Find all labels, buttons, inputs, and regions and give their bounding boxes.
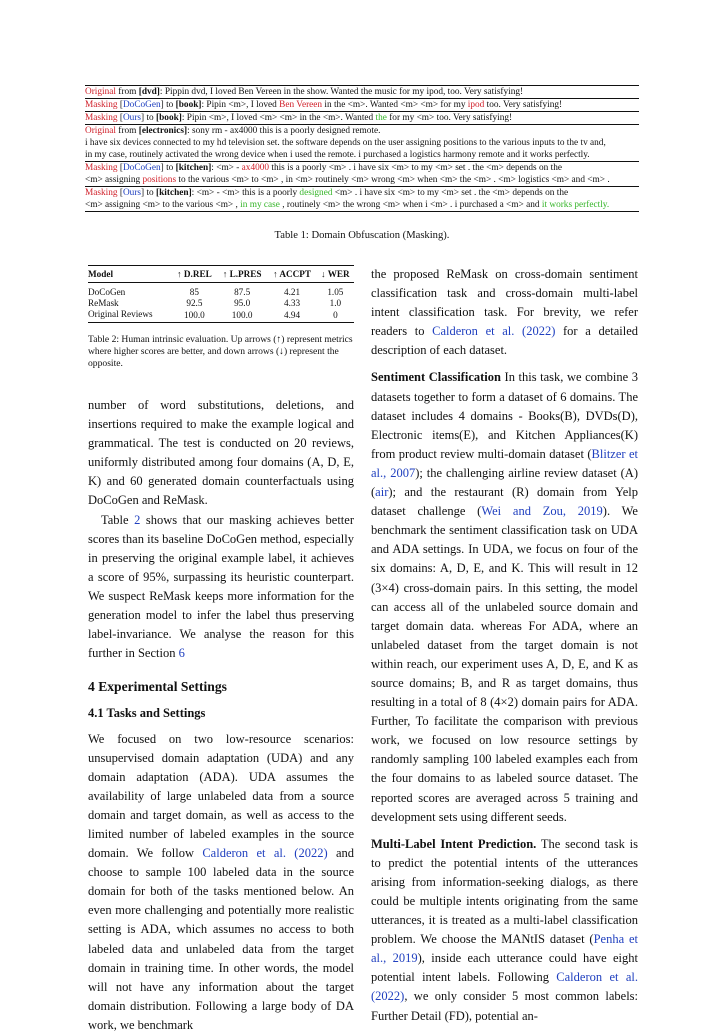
- table-row: [88, 298, 354, 309]
- citation-link[interactable]: air: [375, 485, 388, 499]
- table-1-text-segment: ipod: [468, 100, 485, 110]
- paragraph: We focused on two low-resource scenarios: unsupervised domain adaptation (UDA) and any domain adaptation (ADA). UDA assumes the availability of large unlabeled data from a source domain and target domain, as well as access to the limited number of labeled examples in the source domain. We follow Calderon et al. (2022) and choose to sample 100 labeled data in the source domain for both of the tasks mentioned below. An even more challenging and potentially more realistic setting is ADA, which assumes no access to both labeled data and unlabeled data from the target domain in training time. In other words, the model will not have any information about the target domain distribution. Following a large body of DA work, we benchmark: [88, 730, 354, 1035]
- table-1-text-segment: [kitchen]: [176, 163, 212, 173]
- table-1-text-segment: <m> . i have six <m> to my <m> set . the <m> depends on the: [332, 188, 568, 198]
- table-1-text-segment: Masking: [85, 188, 118, 198]
- table-2-header-wer: ↓ WER: [317, 266, 354, 283]
- paragraph: Multi-Label Intent Prediction. The second task is to predict the potential intents of the utterances arising from information-seeking dialogs, as there could be multiple intents originating from the same utterances, it is treated as a multi-label classification problem. We choose the MANtIS dataset (Penha et al., 2019), inside each utterance could have eight potential intent labels. Following Calderon et al. (2022), we only consider 5 most common labels: Further Detail (FD), potential an-: [371, 835, 638, 1026]
- table-1-text-segment: <m> assigning <m> to the various <m> ,: [85, 200, 240, 210]
- table-row: [85, 174, 639, 186]
- table-2-header-row: [88, 266, 354, 283]
- table-1-text-segment: : sony rm - ax4000 this is a poorly designed remote.: [187, 126, 380, 136]
- table-2-cell: DoCoGen: [88, 283, 172, 299]
- table-1-text-segment: ] to: [161, 100, 176, 110]
- table-1-text-segment: , routinely <m> the wrong <m> when i <m> . i purchased a <m> and: [280, 200, 542, 210]
- table-1-text-segment: [: [118, 113, 123, 123]
- table-1-text-segment: ] to: [141, 188, 156, 198]
- table-2-cell: 87.5: [217, 283, 267, 299]
- table-2-cell: 4.33: [267, 298, 316, 309]
- table-row: [85, 162, 639, 174]
- table-1-bottom-rule: [85, 211, 639, 212]
- table-1-text-segment: [: [118, 163, 123, 173]
- table-1-text-segment: from: [116, 87, 139, 97]
- table-1-text-segment: [electronics]: [139, 126, 187, 136]
- table-2-cell: 100.0: [172, 309, 217, 323]
- table-1-text-segment: Masking: [85, 100, 118, 110]
- citation-link[interactable]: Penha et al., 2019: [371, 932, 638, 965]
- table-1-caption: Table 1: Domain Obfuscation (Masking).: [85, 230, 639, 241]
- table-1-text-segment: [kitchen]: [156, 188, 192, 198]
- table-row: [85, 125, 639, 137]
- table-2-cell: 4.94: [267, 309, 316, 323]
- right-column: [371, 265, 638, 1026]
- paragraph-heading: Multi-Label Intent Prediction.: [371, 837, 536, 851]
- paragraph: the proposed ReMask on cross-domain sentiment classification task and cross-domain multi-label intent classification task. For brevity, we refer readers to Calderon et al. (2022) for a detailed description of each dataset.: [371, 265, 638, 360]
- table-2: [88, 265, 354, 323]
- table-1-text-segment: Ben Vereen: [279, 100, 322, 110]
- table-ref-link[interactable]: 2: [134, 513, 140, 527]
- table-1-text-segment: Masking: [85, 113, 118, 123]
- table-1-text-segment: in the <m>. Wanted <m> <m> for my: [322, 100, 468, 110]
- table-row: [85, 187, 639, 199]
- table-1-text-segment: the: [376, 113, 387, 123]
- table-1-text-segment: ] to: [141, 113, 156, 123]
- table-1-text-segment[interactable]: DoCoGen: [123, 163, 161, 173]
- citation-link[interactable]: Blitzer et al., 2007: [371, 447, 638, 480]
- table-2-cell: 4.21: [267, 283, 316, 299]
- table-1-text-segment: it works perfectly.: [542, 200, 609, 210]
- section-ref-link[interactable]: 6: [179, 646, 185, 660]
- table-1-body: [85, 86, 639, 211]
- table-2-header-accpt: ↑ ACCPT: [267, 266, 316, 283]
- table-row: [85, 99, 639, 111]
- subsection-heading: 4.1 Tasks and Settings: [88, 704, 354, 723]
- table-2-cell: ReMask: [88, 298, 172, 309]
- table-1-text-segment: : Pipin <m>, I loved <m> <m> in the <m>. Wanted: [182, 113, 376, 123]
- citation-link[interactable]: Calderon et al. (2022): [202, 846, 327, 860]
- table-row: [85, 199, 639, 211]
- table-1-text-segment: : Pipin <m>, I loved: [202, 100, 280, 110]
- paragraph: Sentiment Classification In this task, we combine 3 datasets together to form a dataset of 6 domains. The dataset includes 4 domains - Books(B), DVDs(D), Electronic items(E), and Kitchen Appliances(K) from product review multi-domain dataset (Blitzer et al., 2007); the challenging airline review dataset (A) (air); and the restaurant (R) domain from Yelp dataset challenge (Wei and Zou, 2019). We benchmark the sentiment classification task on UDA and ADA settings. In UDA, we focus on four of the six domains: A, D, E, and K. This will result in 12 (3×4) cross-domain pairs. In this setting, the model can access all of the unlabeled source domain and target domain data. whereas For ADA, where an unlabeled dataset from the target domain is not within reach, our experiment uses A, D, E, and K as source domains; B, and R as target domains, thus resulting in a total of 8 (4×2) domain pairs for ADA. Further, To facilitate the comparison with previous work, we focused on low resource settings by randomly sampling 100 labeled examples each from the four domains to as labeled source dataset. The reported scores are averaged across 5 training and development sets using different seeds.: [371, 368, 638, 826]
- table-row: [85, 149, 639, 161]
- table-1-text-segment: [dvd]: [139, 87, 160, 97]
- table-1-text-segment[interactable]: Ours: [123, 113, 141, 123]
- citation-link[interactable]: Calderon et al. (2022): [432, 324, 555, 338]
- table-2-caption: Table 2: Human intrinsic evaluation. Up arrows (↑) represent metrics where higher scores are better, and down arrows (↓) represent the opposite.: [88, 334, 354, 370]
- section-heading: 4 Experimental Settings: [88, 677, 354, 696]
- table-1-text-segment: : <m> - <m> this is a poorly: [192, 188, 300, 198]
- table-1-text-segment: designed: [299, 188, 332, 198]
- table-row: [88, 283, 354, 299]
- table-1-text-segment: i have six devices connected to my hd television set. the software depends on the user assigning positions to the various inputs to the tv and,: [85, 138, 606, 148]
- table-1-text-segment: ax4000: [242, 163, 269, 173]
- table-1-text-segment: Masking: [85, 163, 118, 173]
- table-1-text-segment: too. Very satisfying!: [484, 100, 562, 110]
- paragraph: Table 2 shows that our masking achieves better scores than its baseline DoCoGen method, especially in preserving the original example label, it achieves a score of 95%, surpassing its heuristic counterpart. We suspect ReMask keeps more information for the generation model to infer the label thus preserving label-invariance. We analyse the reason for this further in Section 6: [88, 511, 354, 664]
- table-1-text-segment: [: [118, 100, 123, 110]
- table-2-cell: 92.5: [172, 298, 217, 309]
- table-2-cell: 100.0: [217, 309, 267, 323]
- table-2-cell: 1.05: [317, 283, 354, 299]
- left-column: [88, 396, 354, 1035]
- table-1: [85, 85, 639, 212]
- table-1-text-segment: positions: [143, 175, 177, 185]
- table-2-cell: 85: [172, 283, 217, 299]
- table-2-cell: Original Reviews: [88, 309, 172, 323]
- table-row: [85, 112, 639, 124]
- table-1-text-segment: Original: [85, 126, 116, 136]
- table-2-cell: 0: [317, 309, 354, 323]
- table-1-text-segment: in my case: [240, 200, 280, 210]
- table-1-text-segment: : <m> -: [211, 163, 241, 173]
- table-1-text-segment: : Pippin dvd, I loved Ben Vereen in the show. Wanted the music for my ipod, too. Very satisfying!: [160, 87, 523, 97]
- table-1-text-segment: [: [118, 188, 123, 198]
- table-1-text-segment: <m> assigning: [85, 175, 143, 185]
- citation-link[interactable]: Wei and Zou, 2019: [481, 504, 602, 518]
- table-1-text-segment: [book]: [156, 113, 182, 123]
- table-1-text-segment: Original: [85, 87, 116, 97]
- table-row: [85, 86, 639, 98]
- table-2-header-lpres: ↑ L.PRES: [217, 266, 267, 283]
- table-1-text-segment: from: [116, 126, 139, 136]
- table-1-text-segment: ] to: [161, 163, 176, 173]
- table-1-text-segment: [book]: [176, 100, 202, 110]
- table-1-text-segment: this is a poorly <m> . i have six <m> to my <m> set . the <m> depends on the: [269, 163, 562, 173]
- table-2-header-drel: ↑ D.REL: [172, 266, 217, 283]
- table-1-text-segment: in my case, routinely activated the wrong device when i used the remote. i purchased a logistics harmony remote and it works perfectly.: [85, 150, 590, 160]
- table-row: [88, 309, 354, 323]
- table-2-cell: 1.0: [317, 298, 354, 309]
- paragraph-heading: Sentiment Classification: [371, 370, 501, 384]
- paragraph: number of word substitutions, deletions, and insertions required to make the example logical and grammatical. The test is conducted on 20 reviews, uniformly distributed among four domains (A, D, E, K) and 60 generated domain counterfactuals using DoCoGen and ReMask.: [88, 396, 354, 511]
- citation-link[interactable]: Calderon et al. (2022): [371, 970, 638, 1003]
- table-1-text-segment[interactable]: DoCoGen: [123, 100, 161, 110]
- table-1-text-segment: to the various <m> to <m> , in <m> routinely <m> wrong <m> when <m> the <m> . <m> logistics <m> and <m> .: [176, 175, 610, 185]
- table-1-text-segment: for my <m> too. Very satisfying!: [387, 113, 512, 123]
- table-1-text-segment[interactable]: Ours: [123, 188, 141, 198]
- table-row: [85, 137, 639, 149]
- table-2-cell: 95.0: [217, 298, 267, 309]
- table-2-header-model: Model: [88, 266, 172, 283]
